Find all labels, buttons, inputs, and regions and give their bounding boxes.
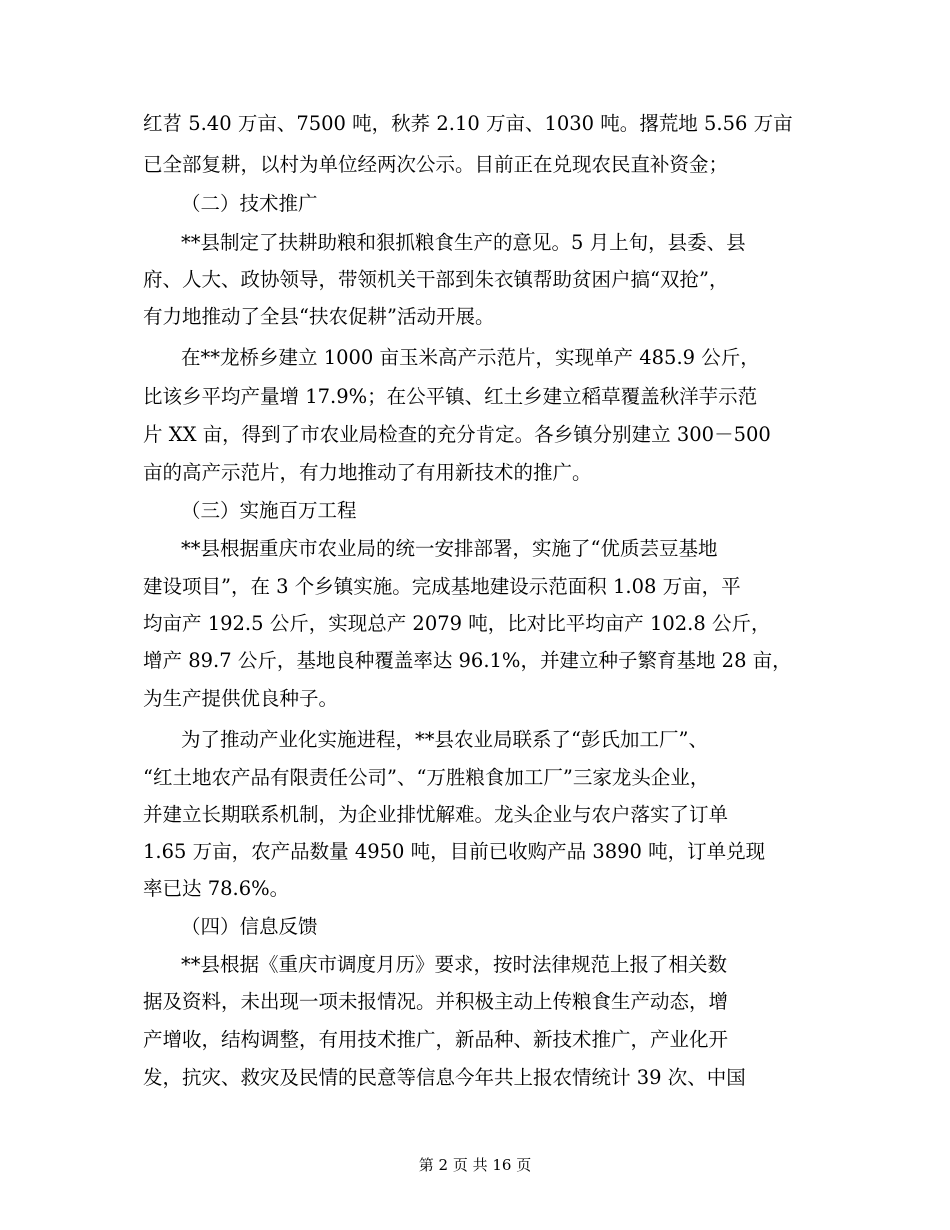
page-number-footer: 第 2 页 共 16 页 <box>418 1156 532 1174</box>
text-line: 片 XX 亩，得到了市农业局检查的充分肯定。各乡镇分别建立 300－500 <box>143 423 771 446</box>
text-line: **县根据《重庆市调度月历》要求，按时法律规范上报了相关数 <box>181 953 728 976</box>
text-line: 已全部复耕，以村为单位经两次公示。目前正在兑现农民直补资金； <box>143 153 729 176</box>
section-heading: （四）信息反馈 <box>181 915 318 938</box>
text-line: **县根据重庆市农业局的统一安排部署，实施了“优质芸豆基地 <box>181 537 718 560</box>
text-line: 增产 89.7 公斤，基地良种覆盖率达 96.1%，并建立种子繁育基地 28 亩， <box>143 649 792 672</box>
text-line: 建设项目”，在 3 个乡镇实施。完成基地建设示范面积 1.08 万亩，平 <box>143 575 741 598</box>
text-line: 亩的高产示范片，有力地推动了有用新技术的推广。 <box>143 461 592 484</box>
text-line: 据及资料，未出现一项未报情况。并积极主动上传粮食生产动态，增 <box>143 990 729 1013</box>
text-line: 产增收，结构调整，有用技术推广，新品种、新技术推广，产业化开 <box>143 1028 729 1051</box>
section-heading: （二）技术推广 <box>181 192 318 215</box>
text-line: “红土地农产品有限责任公司”、“万胜粮食加工厂”三家龙头企业， <box>143 766 710 789</box>
text-line: 均亩产 192.5 公斤，实现总产 2079 吨，比对比平均亩产 102.8 公斤， <box>143 612 771 635</box>
text-line: 并建立长期联系机制，为企业排忧解难。龙头企业与农户落实了订单 <box>143 803 729 826</box>
text-line: **县制定了扶耕助粮和狠抓粮食生产的意见。5 月上旬，县委、县 <box>181 231 746 254</box>
text-line: 在**龙桥乡建立 1000 亩玉米高产示范片，实现单产 485.9 公斤， <box>181 346 760 369</box>
text-line: 为生产提供优良种子。 <box>143 687 339 710</box>
section-heading: （三）实施百万工程 <box>181 499 357 522</box>
text-line: 发，抗灾、救灾及民情的民意等信息今年共上报农情统计 39 次、中国 <box>143 1066 746 1089</box>
text-line: 府、人大、政协领导，带领机关干部到朱衣镇帮助贫困户搞“双抢”， <box>143 268 729 291</box>
text-line: 为了推动产业化实施进程，**县农业局联系了“彭氏加工厂”、 <box>181 728 708 751</box>
text-line: 比该乡平均产量增 17.9%；在公平镇、红土乡建立稻草覆盖秋洋芋示范 <box>143 385 758 408</box>
text-line: 有力地推动了全县“扶农促耕”活动开展。 <box>143 305 495 328</box>
text-line: 率已达 78.6%。 <box>143 877 290 900</box>
text-line: 红苕 5.40 万亩、7500 吨，秋荞 2.10 万亩、1030 吨。撂荒地 5.56 万亩 <box>143 112 793 135</box>
text-line: 1.65 万亩，农产品数量 4950 吨，目前已收购产品 3890 吨，订单兑现 <box>143 840 766 863</box>
